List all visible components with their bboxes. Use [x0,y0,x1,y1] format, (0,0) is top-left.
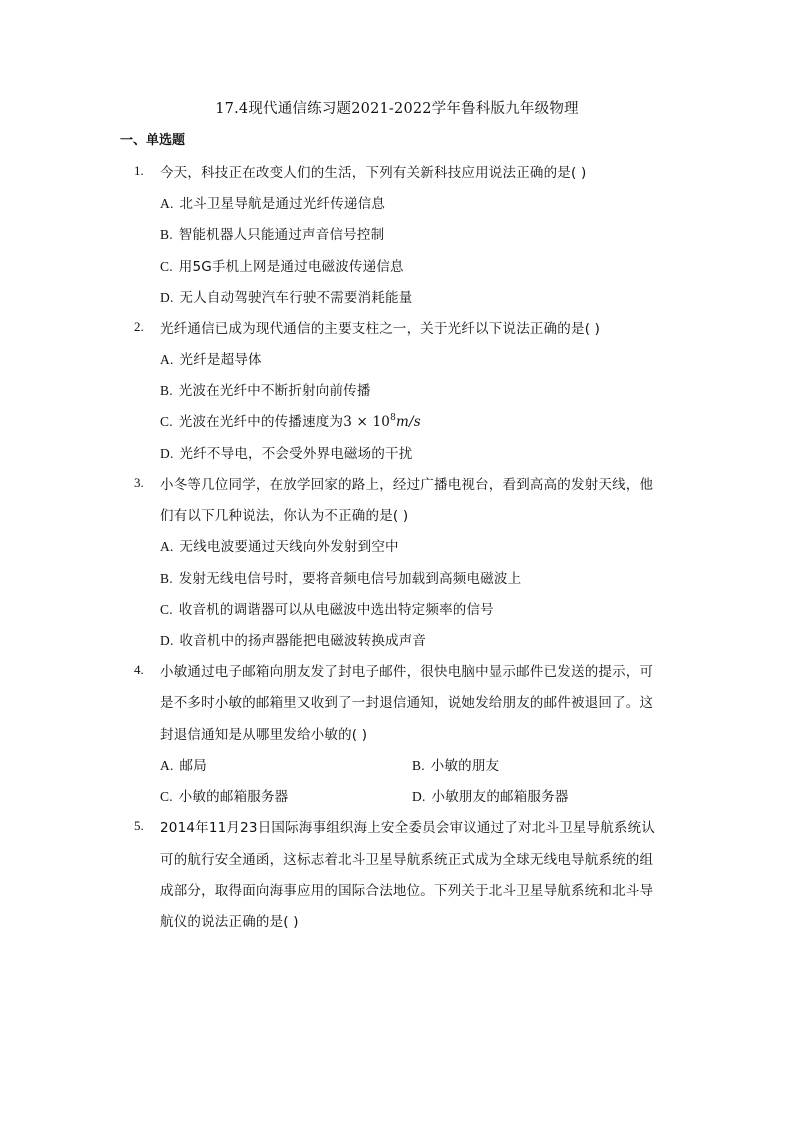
question-1-option-d[interactable] [160,286,412,306]
section-heading: 一、单选题 [120,133,186,148]
option-letter: B. [160,227,173,242]
formula-base: 3 × 10 [343,414,391,430]
question-3-number: 3. [134,475,144,490]
question-4-number: 4. [134,662,144,677]
option-letter: C. [160,789,173,804]
question-5-stem-line-3: 成部分，取得面向海事应用的国际合法地位。下列关于北斗卫星导航系统和北斗导 [160,883,654,899]
question-1-stem: 今天，科技正在改变人们的生活，下列有关新科技应用说法正确的是( ) [160,165,587,181]
option-letter: D. [412,789,426,804]
question-3-stem-line-1: 小冬等几位同学，在放学回家的路上，经过广播电视台，看到高高的发射天线，他 [160,477,654,493]
option-text: 小敏的朋友 [430,758,500,774]
question-3-option-b[interactable] [160,567,521,587]
question-1-number: 1. [134,163,144,178]
option-text: 邮局 [179,758,207,774]
option-letter: A. [160,352,174,367]
option-text: 光纤不导电，不会受外界电磁场的干扰 [179,446,413,462]
question-4-option-d[interactable] [412,785,569,805]
question-5-stem-line-1: 2014年11月23日国际海事组织海上安全委员会审议通过了对北斗卫星导航系统认 [160,820,656,836]
question-5-stem-line-4: 航仪的说法正确的是( ) [160,914,299,930]
question-2-option-a[interactable] [160,348,262,368]
question-4-stem-line-1: 小敏通过电子邮箱向朋友发了封电子邮件，很快电脑中显示邮件已发送的提示，可 [160,664,654,680]
question-4-option-a[interactable] [160,754,207,774]
option-text: 无人自动驾驶汽车行驶不需要消耗能量 [179,290,413,306]
formula-unit: m/s [396,414,421,430]
question-2-option-d[interactable] [160,442,412,462]
option-letter: A. [160,196,174,211]
option-text: 北斗卫星导航是通过光纤传递信息 [179,196,386,212]
question-4-stem-line-3: 封退信通知是从哪里发给小敏的( ) [160,727,368,743]
option-letter: B. [160,571,173,586]
option-text: 发射无线电信号时，要将音频电信号加载到高频电磁波上 [178,571,522,587]
question-2-stem: 光纤通信已成为现代通信的主要支柱之一，关于光纤以下说法正确的是( ) [160,321,601,337]
option-text: 用5G手机上网是通过电磁波传递信息 [178,259,404,275]
option-letter: D. [160,290,174,305]
question-2-number: 2. [134,319,144,334]
formula-exponent: 8 [390,413,396,423]
option-text: 光波在光纤中的传播速度为 [178,414,344,430]
speed-formula [343,414,421,430]
question-3-option-a[interactable] [160,535,399,555]
option-text: 无线电波要通过天线向外发射到空中 [179,539,399,555]
option-text: 智能机器人只能通过声音信号控制 [178,227,385,243]
question-4-stem-line-2: 是不多时小敏的邮箱里又收到了一封退信通知，说她发给朋友的邮件被退回了。这 [160,695,654,711]
question-2-option-b[interactable] [160,379,371,399]
question-4-option-c[interactable] [160,785,288,805]
option-letter: D. [160,446,174,461]
question-2-option-c[interactable] [160,410,421,430]
question-5-stem-line-2: 可的航行安全通函，这标志着北斗卫星导航系统正式成为全球无线电导航系统的组 [160,852,654,868]
option-text: 收音机的调谐器可以从电磁波中选出特定频率的信号 [178,602,494,618]
option-letter: D. [160,633,174,648]
question-3-option-c[interactable] [160,598,494,618]
option-letter: C. [160,259,173,274]
option-letter: B. [412,758,425,773]
document-title: 17.4现代通信练习题2021-2022学年鲁科版九年级物理 [215,101,579,117]
question-3-option-d[interactable] [160,629,426,649]
option-letter: C. [160,414,173,429]
option-letter: B. [160,383,173,398]
question-1-option-c[interactable] [160,255,404,275]
question-5-number: 5. [134,818,144,833]
option-text: 光纤是超导体 [179,352,262,368]
option-letter: A. [160,758,174,773]
option-text: 收音机中的扬声器能把电磁波转换成声音 [179,633,427,649]
question-3-stem-line-2: 们有以下几种说法，你认为不正确的是( ) [160,508,409,524]
question-1-option-b[interactable] [160,223,384,243]
option-text: 小敏朋友的邮箱服务器 [431,789,569,805]
option-letter: C. [160,602,173,617]
question-4-option-b[interactable] [412,754,499,774]
option-letter: A. [160,539,174,554]
option-text: 光波在光纤中不断折射向前传播 [178,383,371,399]
question-1-option-a[interactable] [160,192,385,212]
option-text: 小敏的邮箱服务器 [178,789,289,805]
